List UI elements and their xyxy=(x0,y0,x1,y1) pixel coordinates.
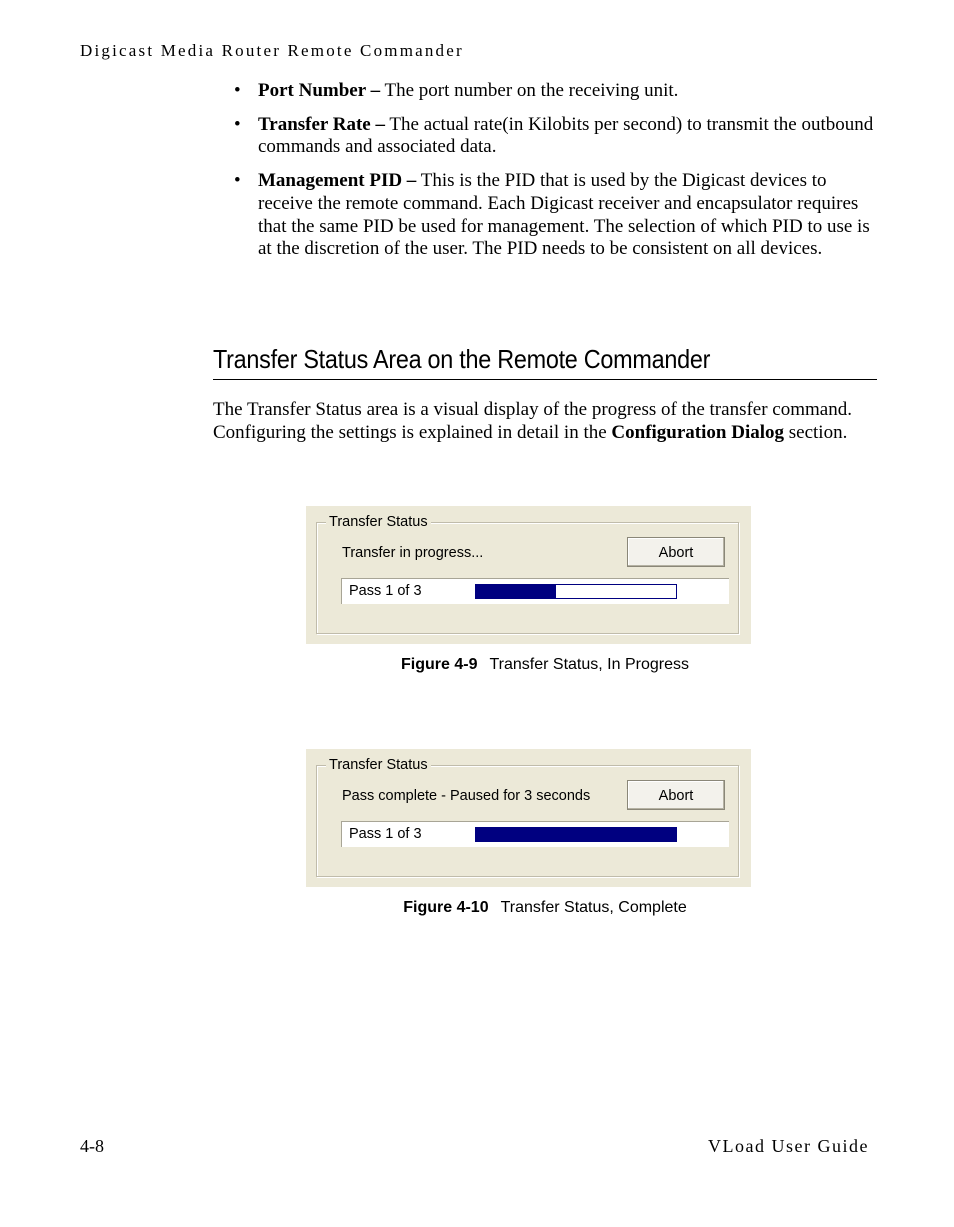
intro-text: The Transfer Status area is a visual display of the progress of the transfer command. Configuring the settings is explained in detail in the xyxy=(213,399,852,443)
progress-field xyxy=(341,821,729,847)
intro-link-text: Configuration Dialog xyxy=(611,421,785,443)
figure-label: Figure 4-10 xyxy=(403,899,489,916)
progress-field xyxy=(341,578,729,604)
list-item-term: Transfer Rate – xyxy=(258,113,385,135)
pass-counter: Pass 1 of 3 xyxy=(349,826,422,842)
bullet-icon: • xyxy=(234,170,241,192)
progress-bar xyxy=(475,584,677,599)
progress-bar-fill xyxy=(476,828,676,841)
section-heading-text: Transfer Status Area on the Remote Commander xyxy=(213,344,711,374)
list-item-term: Management PID – xyxy=(258,170,417,192)
abort-button[interactable]: Abort xyxy=(627,780,725,810)
bullet-icon: • xyxy=(234,80,241,101)
groupbox-title: Transfer Status xyxy=(326,514,431,530)
figure-caption-text: Transfer Status, In Progress xyxy=(489,656,689,673)
intro-paragraph xyxy=(213,399,877,444)
progress-bar xyxy=(475,827,677,842)
status-text: Transfer in progress... xyxy=(342,545,484,561)
section-heading xyxy=(213,344,877,380)
list-item xyxy=(232,114,882,159)
list-item-text: This is the PID that is used by the Digicast devices to receive the remote command. Each Digicast receiver and encapsulator requires that the same PID be used for management. The selection of which PID to use is at the discretion of the user. The PID needs to be consistent on all devices. xyxy=(258,170,870,260)
figure-caption xyxy=(68,899,954,917)
figure-caption-text: Transfer Status, Complete xyxy=(500,899,687,916)
intro-text-end: section. xyxy=(784,421,848,443)
bullet-icon: • xyxy=(234,113,241,135)
abort-button[interactable]: Abort xyxy=(627,537,725,567)
pass-counter: Pass 1 of 3 xyxy=(349,583,422,599)
groupbox-title: Transfer Status xyxy=(326,757,431,773)
list-item xyxy=(232,170,882,261)
list-item-text: The actual rate(in Kilobits per second) to transmit the outbound commands and associated data. xyxy=(258,113,874,158)
figure-caption xyxy=(68,656,954,674)
transfer-status-figure-in-progress xyxy=(306,506,751,644)
status-text: Pass complete - Paused for 3 seconds xyxy=(342,788,591,804)
parameter-list xyxy=(232,80,882,272)
running-header: Digicast Media Router Remote Commander xyxy=(80,41,464,60)
list-item-text: The port number on the receiving unit. xyxy=(380,80,679,101)
figure-label: Figure 4-9 xyxy=(401,656,478,673)
progress-bar-fill xyxy=(476,585,556,598)
footer-title: VLoad User Guide xyxy=(708,1136,869,1156)
list-item xyxy=(232,80,882,103)
transfer-status-figure-complete xyxy=(306,749,751,887)
page-number: 4-8 xyxy=(80,1136,104,1156)
list-item-term: Port Number – xyxy=(258,80,381,101)
